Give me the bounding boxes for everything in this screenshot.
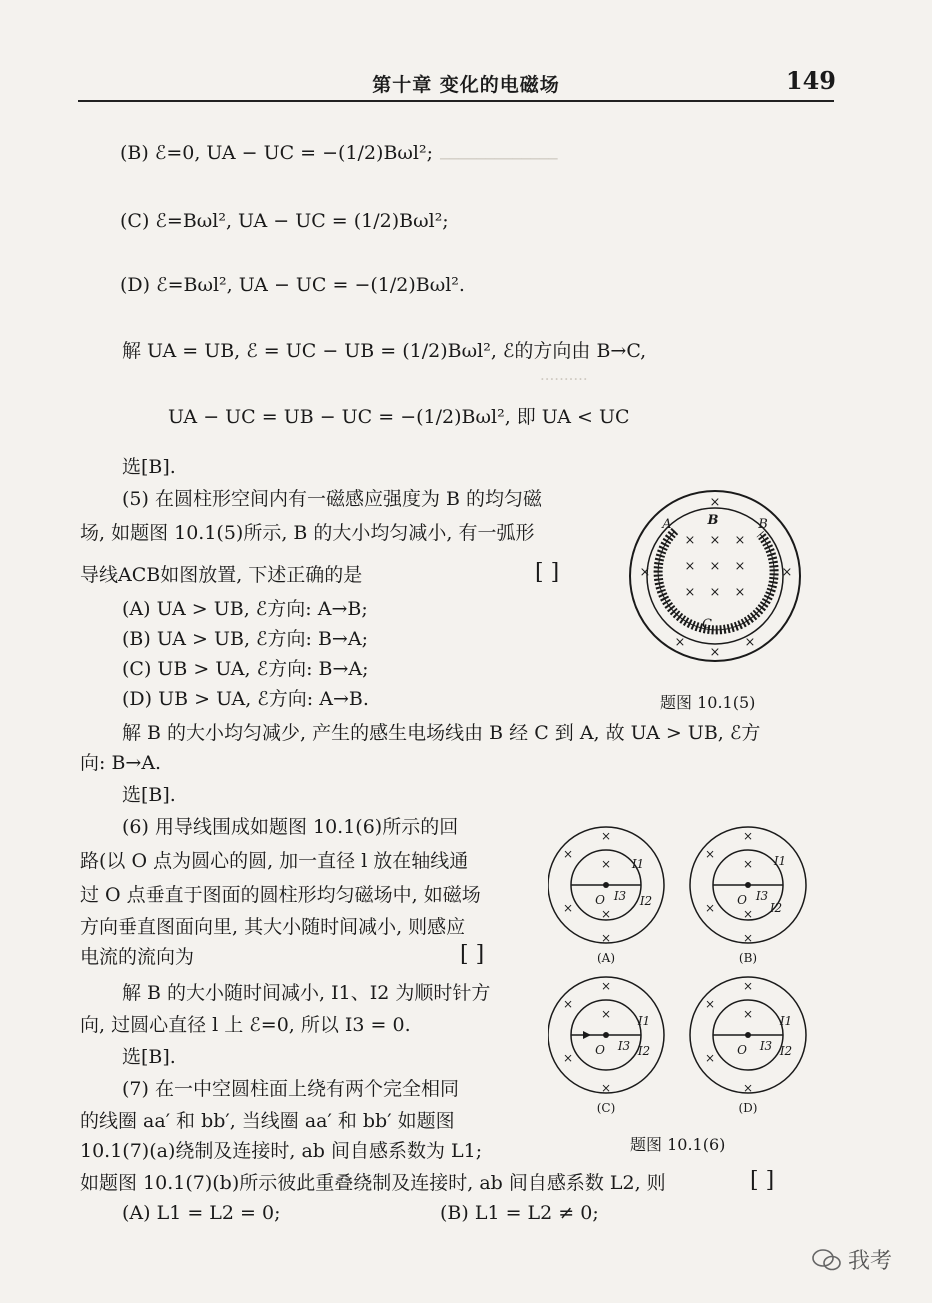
- option-4c: (C) ℰ=Bωl², UA − UC = (1/2)Bωl²;: [120, 210, 449, 232]
- field-cross: ×: [704, 901, 716, 915]
- field-cross: ×: [600, 1007, 612, 1021]
- bleed-through: ··········: [540, 370, 588, 388]
- field-cross: ×: [781, 565, 793, 580]
- field-cross: ×: [600, 979, 612, 993]
- wechat-brand: 我考: [847, 1249, 892, 1274]
- label-i1: I1: [637, 1014, 651, 1028]
- question-5-line2: 场, 如题图 10.1(5)所示, B 的大小均匀减小, 有一弧形: [80, 522, 535, 544]
- label-i2: I2: [769, 901, 783, 915]
- label-o: O: [737, 1043, 747, 1057]
- field-cross: ×: [742, 979, 754, 993]
- field-cross: ×: [709, 533, 721, 548]
- question-7-line3: 10.1(7)(a)绕制及连接时, ab 间自感系数为 L1;: [80, 1140, 483, 1162]
- label-b-field: B: [707, 513, 719, 528]
- solution-5-line2: 向: B→A.: [80, 752, 162, 774]
- field-cross: ×: [744, 635, 756, 650]
- field-cross: ×: [562, 847, 574, 861]
- field-cross: ×: [709, 495, 721, 510]
- label-b-end: B: [758, 517, 768, 532]
- panel-b: [690, 827, 806, 965]
- field-cross: ×: [600, 907, 612, 921]
- field-cross: ×: [639, 565, 651, 580]
- field-cross: ×: [704, 847, 716, 861]
- panel-label: (B): [738, 951, 758, 965]
- option-4b: (B) ℰ=0, UA − UC = −(1/2)Bωl²;: [120, 142, 433, 164]
- label-i3: I3: [759, 1039, 773, 1053]
- label-i2: I2: [637, 1044, 651, 1058]
- field-cross: ×: [742, 829, 754, 843]
- wechat-watermark: [812, 1244, 892, 1275]
- wechat-icon: [812, 1248, 842, 1272]
- option-5c: (C) UB > UA, ℰ方向: B→A;: [122, 658, 369, 680]
- question-6-line1: (6) 用导线围成如题图 10.1(6)所示的回: [122, 816, 459, 838]
- label-i3: I3: [617, 1039, 631, 1053]
- solution-6-line2: 向, 过圆心直径 l 上 ℰ=0, 所以 I3 = 0.: [80, 1014, 411, 1036]
- panel-label: (D): [738, 1101, 758, 1115]
- option-5d: (D) UB > UA, ℰ方向: A→B.: [122, 688, 369, 710]
- field-cross: ×: [674, 635, 686, 650]
- label-a: A: [662, 517, 672, 532]
- question-6-line5: 电流的流向为: [80, 946, 195, 968]
- field-cross: ×: [684, 533, 696, 548]
- field-cross: ×: [684, 559, 696, 574]
- header-rule: [78, 100, 834, 102]
- bleed-through: ─────────────: [440, 150, 558, 168]
- field-cross: ×: [709, 585, 721, 600]
- panel-d: [690, 977, 806, 1115]
- field-cross: ×: [600, 829, 612, 843]
- panel-a: [548, 827, 664, 965]
- option-5b: (B) UA > UB, ℰ方向: B→A;: [122, 628, 368, 650]
- question-5-line3: 导线ACB如图放置, 下述正确的是: [80, 564, 363, 586]
- label-c: C: [702, 617, 712, 632]
- figure-10-1-5: [625, 486, 805, 666]
- field-cross: ×: [742, 857, 754, 871]
- field-cross: ×: [684, 585, 696, 600]
- field-cross: ×: [600, 857, 612, 871]
- question-6-line3: 过 O 点垂直于图面的圆柱形均匀磁场中, 如磁场: [80, 884, 481, 906]
- field-cross: ×: [734, 533, 746, 548]
- field-cross: ×: [742, 931, 754, 945]
- field-cross: ×: [562, 997, 574, 1011]
- option-4d: (D) ℰ=Bωl², UA − UC = −(1/2)Bωl².: [120, 274, 465, 296]
- field-cross: ×: [600, 931, 612, 945]
- question-6-line4: 方向垂直图面向里, 其大小随时间减小, 则感应: [80, 916, 466, 938]
- panel-label: (C): [596, 1101, 616, 1115]
- solution-4-line1: 解 UA = UB, ℰ = UC − UB = (1/2)Bωl², ℰ的方向由 B→C,: [122, 340, 647, 362]
- field-cross: ×: [742, 907, 754, 921]
- chapter-title: 第十章 变化的电磁场: [372, 74, 560, 96]
- label-o: O: [737, 893, 747, 907]
- field-cross: ×: [704, 1051, 716, 1065]
- option-7a: (A) L1 = L2 = 0;: [122, 1202, 281, 1224]
- solution-4-line2: UA − UC = UB − UC = −(1/2)Bωl², 即 UA < UC: [168, 406, 630, 428]
- solution-6-line1: 解 B 的大小随时间减小, I1、I2 为顺时针方: [122, 982, 491, 1004]
- field-cross: ×: [709, 559, 721, 574]
- figure-6-caption: 题图 10.1(6): [630, 1135, 726, 1154]
- label-i3: I3: [613, 889, 627, 903]
- solution-5-line1: 解 B 的大小均匀减少, 产生的感生电场线由 B 经 C 到 A, 故 UA > UB, ℰ方: [122, 722, 761, 744]
- field-cross: ×: [709, 645, 721, 660]
- label-i1: I1: [773, 854, 787, 868]
- label-i1: I1: [631, 857, 645, 871]
- label-o: O: [595, 893, 605, 907]
- option-7b: (B) L1 = L2 ≠ 0;: [440, 1202, 599, 1224]
- field-cross: ×: [734, 585, 746, 600]
- field-cross: ×: [742, 1081, 754, 1095]
- field-cross: ×: [742, 1007, 754, 1021]
- page-number: 149: [785, 66, 836, 95]
- question-7-line2: 的线圈 aa′ 和 bb′, 当线圈 aa′ 和 bb′ 如题图: [80, 1110, 455, 1132]
- panel-label: (A): [596, 951, 616, 965]
- question-5-line1: (5) 在圆柱形空间内有一磁感应强度为 B 的均匀磁: [122, 488, 542, 510]
- figure-10-1-6: [548, 820, 828, 1120]
- answer-bracket-7: [ ]: [750, 1168, 775, 1193]
- label-i2: I2: [639, 894, 653, 908]
- option-5a: (A) UA > UB, ℰ方向: A→B;: [122, 598, 368, 620]
- field-cross: ×: [704, 997, 716, 1011]
- panel-c: [548, 977, 664, 1115]
- answer-6: 选[B].: [122, 1046, 176, 1068]
- label-i3: I3: [755, 889, 769, 903]
- figure-5-caption: 题图 10.1(5): [660, 693, 756, 712]
- field-cross: ×: [562, 1051, 574, 1065]
- answer-4: 选[B].: [122, 456, 176, 478]
- question-7-line4: 如题图 10.1(7)(b)所示彼此重叠绕制及连接时, ab 间自感系数 L2, 则: [80, 1172, 666, 1194]
- label-i2: I2: [779, 1044, 793, 1058]
- answer-bracket-5: [ ]: [535, 560, 560, 585]
- label-i1: I1: [779, 1014, 793, 1028]
- label-o: O: [595, 1043, 605, 1057]
- field-cross: ×: [562, 901, 574, 915]
- question-7-line1: (7) 在一中空圆柱面上绕有两个完全相同: [122, 1078, 459, 1100]
- answer-5: 选[B].: [122, 784, 176, 806]
- field-cross: ×: [600, 1081, 612, 1095]
- answer-bracket-6: [ ]: [460, 942, 485, 967]
- question-6-line2: 路(以 O 点为圆心的圆, 加一直径 l 放在轴线通: [80, 850, 469, 872]
- field-cross: ×: [734, 559, 746, 574]
